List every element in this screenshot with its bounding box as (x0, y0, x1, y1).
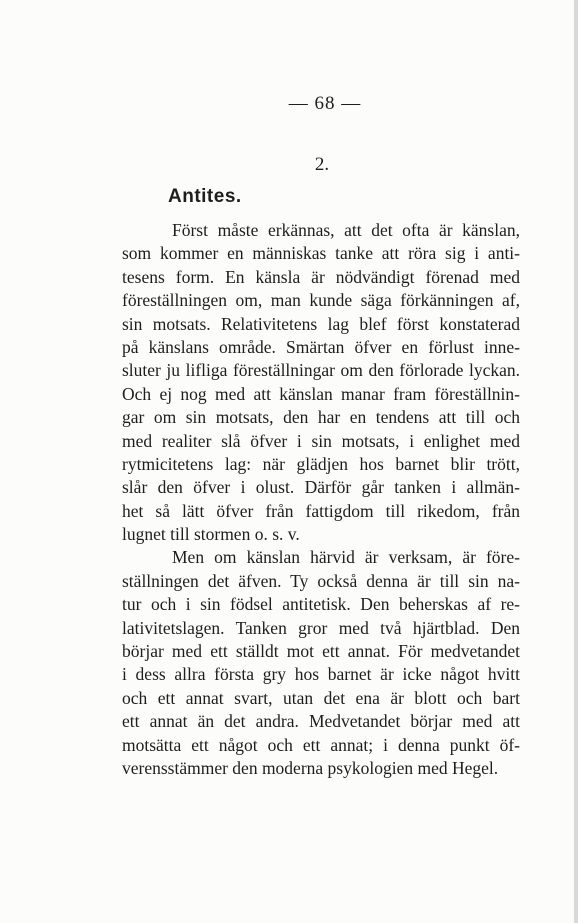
text-line: med realiter slå öfver i sin motsats, i enlighet med (122, 430, 520, 451)
text-line: och ett annat svart, utan det ena är blott och bart (122, 687, 520, 708)
text-line: i dess allra första gry hos barnet är icke något hvitt (122, 664, 520, 685)
text-line: Och ej nog med att känslan manar fram föreställnin- (122, 383, 520, 404)
text-line: slår den öfver i olust. Därför går tanken i allmän- (122, 477, 520, 498)
text-line: motsätta ett något och ett annat; i denna punkt öf- (122, 734, 520, 755)
text-line: tur och i sin födsel antitetisk. Den beherskas af re- (122, 594, 520, 615)
text-line: börjar med ett ställdt mot ett annat. För medvetandet (122, 641, 520, 662)
text-line: verensstämmer den moderna psykologien med Hegel. (122, 757, 499, 778)
page-edge (574, 0, 578, 923)
text-line: föreställningen om, man kunde säga förkänningen af, (122, 290, 520, 311)
section-number: 2. (314, 154, 330, 175)
text-line: Men om känslan härvid är verksam, är före- (172, 547, 520, 568)
section-heading: Antites. (168, 186, 242, 207)
text-line: på känslans område. Smärtan öfver en förlust inne- (122, 336, 520, 357)
text-line: tesens form. En känsla är nödvändigt förenad med (122, 266, 520, 287)
text-line: ett annat än det andra. Medvetandet börjar med att (122, 711, 520, 732)
page-number: — 68 — (288, 93, 362, 114)
text-line: som kommer en människas tanke att röra sig i anti- (122, 243, 520, 264)
text-line: gar om sin motsats, den har en tendens att till och (122, 407, 520, 428)
text-line: lativitetslagen. Tanken gror med två hjärtblad. Den (122, 617, 520, 638)
text-line: rytmicitetens lag: när glädjen hos barnet blir trött, (122, 453, 520, 474)
text-line: ställningen det äfven. Ty också denna är till sin na- (122, 570, 520, 591)
body-text (122, 219, 520, 780)
text-line: sin motsats. Relativitetens lag blef först konstaterad (122, 313, 520, 334)
text-line: sluter ju lifliga föreställningar om den förlorade lyckan. (122, 360, 520, 381)
text-line: het så lätt öfver från fattigdom till rikedom, från (122, 500, 520, 521)
text-line: lugnet till stormen o. s. v. (122, 524, 300, 545)
text-line: Först måste erkännas, att det ofta är känslan, (172, 220, 520, 240)
